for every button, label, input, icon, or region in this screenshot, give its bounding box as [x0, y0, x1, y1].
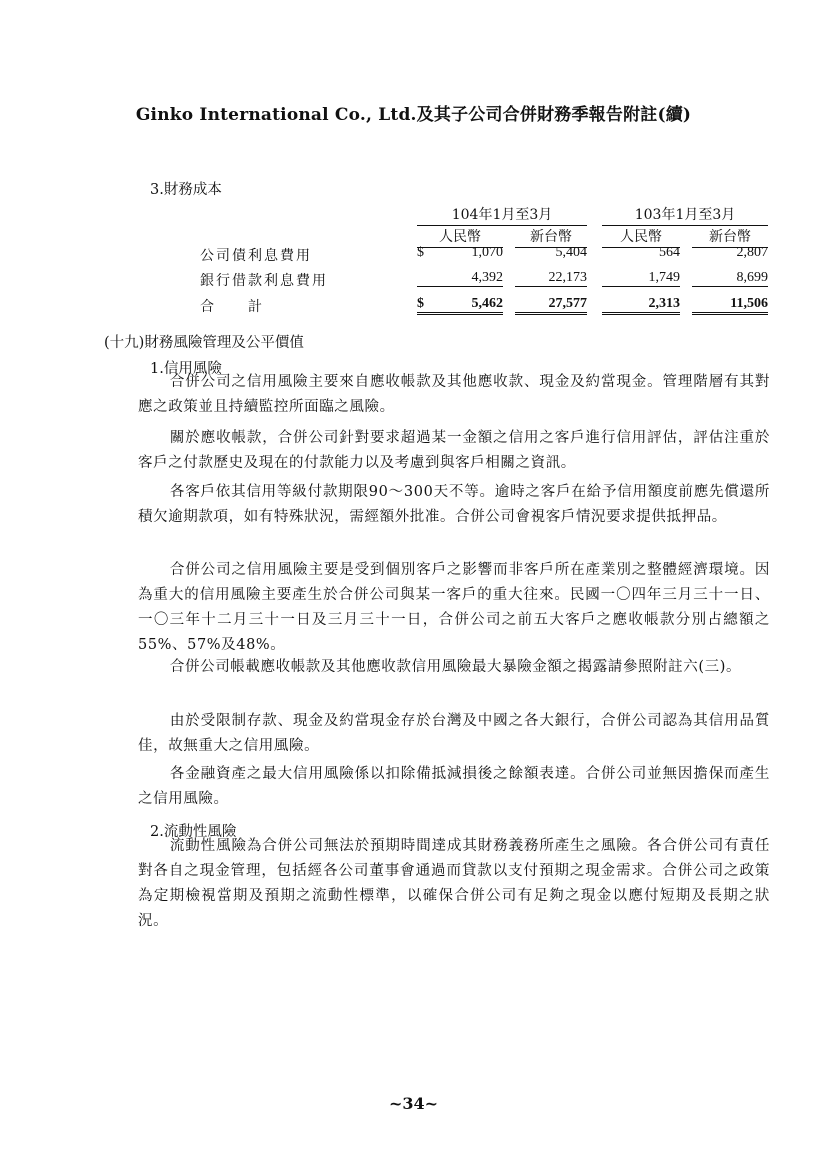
credit-paragraph-6: 由於受限制存款、現金及約當現金存於台灣及中國之各大銀行，合併公司認為其信用品質佳，故無重大之信用風險。 — [138, 713, 770, 754]
column-header-ntd-2014: 新台幣 — [692, 226, 768, 248]
finance-cost-heading: 3.財務成本 — [150, 182, 222, 198]
table-cell — [417, 296, 503, 315]
table-cell: 2,807 — [736, 245, 768, 260]
currency-symbol: $ — [417, 245, 424, 260]
table-cell: 5,404 — [555, 245, 587, 260]
currency-symbol: $ — [417, 296, 424, 311]
credit-paragraph-7: 各金融資產之最大信用風險係以扣除備抵減損後之餘額表達。合併公司並無因擔保而產生之信用風險。 — [138, 766, 770, 807]
page-number: ~34~ — [388, 1094, 439, 1113]
table-cell: 8,699 — [692, 270, 768, 287]
row-label-total: 合 計 — [200, 299, 264, 315]
credit-paragraph-3: 各客戶依其信用等級付款期限90～300天不等。逾時之客戶在給予信用額度前應先償還所積欠逾期款項，如有特殊狀況，需經額外批准。合併公司會視客戶情況要求提供抵押品。 — [138, 484, 770, 525]
row-label-bank-loan-interest: 銀行借款利息費用 — [200, 273, 328, 289]
column-group-2014: 103年1月至3月 — [602, 204, 768, 226]
table-cell: 2,313 — [602, 296, 680, 315]
risk-section-heading: (十九)財務風險管理及公平價值 — [104, 335, 304, 351]
table-cell: 564 — [659, 245, 680, 260]
credit-risk-heading: 1.信用風險 — [150, 361, 222, 377]
column-header-rmb-2015: 人民幣 — [417, 226, 503, 248]
credit-paragraph-2: 關於應收帳款，合併公司針對要求超過某一金額之信用之客戶進行信用評估，評估注重於客戶之付款歷史及現在的付款能力以及考慮到與客戶相關之資訊。 — [138, 430, 770, 471]
liquidity-risk-heading: 2.流動性風險 — [150, 824, 237, 840]
column-header-ntd-2015: 新台幣 — [515, 226, 587, 248]
liquidity-paragraph-1: 流動性風險為合併公司無法於預期時間達成其財務義務所產生之風險。各合併公司有責任對各自之現金管理，包括經各公司董事會通過而貸款以支付預期之現金需求。合併公司之政策為定期檢視當期及預期之流動性標準，以確保合併公司有足夠之現金以應付短期及長期之狀況。 — [138, 838, 770, 929]
credit-paragraph-4: 合併公司之信用風險主要是受到個別客戶之影響而非客戶所在產業別之整體經濟環境。因為重大的信用風險主要產生於合併公司與某一客戶的重大往來。民國一〇四年三月三十一日、一〇三年十二月三十一日及三月三十一日，合併公司之前五大客戶之應收帳款分別占總額之55%、57%及48%。 — [138, 562, 770, 653]
table-cell: 22,173 — [515, 270, 587, 287]
table-cell: 1,070 — [471, 245, 503, 260]
table-cell-value: 5,462 — [471, 296, 503, 311]
row-label-bond-interest: 公司債利息費用 — [200, 248, 312, 264]
table-cell: 27,577 — [515, 296, 587, 315]
table-cell: 1,749 — [602, 270, 680, 287]
table-cell: 4,392 — [417, 270, 503, 287]
table-cell: 11,506 — [692, 296, 768, 315]
credit-paragraph-5: 合併公司帳載應收帳款及其他應收款信用風險最大暴險金額之揭露請參照附註六(三)。 — [169, 659, 742, 675]
page-title: Ginko International Co., Ltd.及其子公司合併財務季報告附註(續) — [135, 105, 692, 125]
column-header-rmb-2014: 人民幣 — [602, 226, 680, 248]
column-group-2015: 104年1月至3月 — [417, 204, 587, 226]
credit-paragraph-1: 合併公司之信用風險主要來自應收帳款及其他應收款、現金及約當現金。管理階層有其對應之政策並且持續監控所面臨之風險。 — [138, 374, 770, 415]
